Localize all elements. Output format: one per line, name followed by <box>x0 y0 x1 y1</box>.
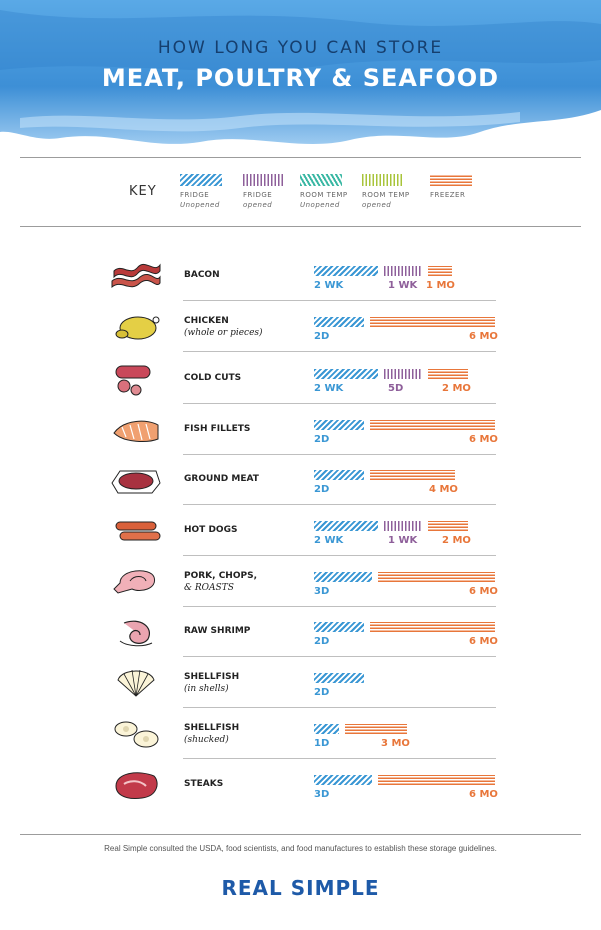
legend-label-line1: FREEZER <box>430 191 466 199</box>
legend-item-freezer <box>430 174 472 200</box>
oyster-icon <box>110 715 162 751</box>
bar-fridge-unopened <box>314 470 364 480</box>
bar-freezer <box>428 369 468 379</box>
bar-fridge-unopened <box>314 521 378 531</box>
data-label: 2D <box>314 484 330 495</box>
data-label: 2 MO <box>442 535 471 546</box>
header-subtitle: HOW LONG YOU CAN STORE <box>157 38 444 58</box>
row-label-name: GROUND MEAT <box>184 474 259 484</box>
legend-label-line2: Unopened <box>180 201 220 209</box>
row-label-name: RAW SHRIMP <box>184 626 251 636</box>
row-label-name: CHICKEN <box>184 316 229 326</box>
bar-freezer <box>370 470 455 480</box>
legend-label <box>430 190 472 200</box>
row-divider <box>183 707 496 708</box>
bar-freezer <box>345 724 407 734</box>
bar-fridge-unopened <box>314 266 378 276</box>
row-label-name: SHELLFISH <box>184 672 240 682</box>
row-divider <box>183 555 496 556</box>
data-label: 2D <box>314 331 330 342</box>
legend-swatch <box>430 174 472 186</box>
steak-icon <box>110 766 162 802</box>
data-label: 6 MO <box>469 789 498 800</box>
row-label-sub: (whole or pieces) <box>184 328 263 338</box>
legend-label-line1: FRIDGE <box>243 191 273 199</box>
data-label: 2D <box>314 687 330 698</box>
bar-freezer <box>428 521 468 531</box>
brand-logo: REAL SIMPLE <box>221 876 380 900</box>
legend-label-line1: FRIDGE <box>180 191 210 199</box>
ground-meat-icon <box>110 461 162 497</box>
cold-cuts-icon <box>110 360 162 396</box>
divider <box>20 226 581 227</box>
pork-chop-icon <box>110 563 162 599</box>
hot-dog-icon <box>110 512 162 548</box>
bar-freezer <box>378 775 495 785</box>
legend-item-fridge-opened <box>243 174 285 210</box>
row-label-sub: (shucked) <box>184 735 229 745</box>
divider <box>20 157 581 158</box>
legend-item-room-opened <box>362 174 410 210</box>
data-label: 6 MO <box>469 331 498 342</box>
row-label <box>184 570 257 594</box>
legend-swatch <box>300 174 342 186</box>
legend-swatch <box>180 174 222 186</box>
data-label: 3 MO <box>381 738 410 749</box>
row-label-name: COLD CUTS <box>184 373 242 383</box>
bar-freezer <box>370 317 495 327</box>
data-label: 3D <box>314 789 330 800</box>
legend-label-line1: ROOM TEMP <box>300 191 348 199</box>
data-label: 2 WK <box>314 280 344 291</box>
bar-freezer <box>370 420 495 430</box>
data-label: 1 MO <box>426 280 455 291</box>
row-label <box>184 722 239 746</box>
footnote: Real Simple consulted the USDA, food scientists, and food manufactures to establish these storage guidelines. <box>104 844 497 853</box>
data-label: 6 MO <box>469 636 498 647</box>
shell-icon <box>110 664 162 700</box>
row-label-name: SHELLFISH <box>184 723 240 733</box>
legend-swatch <box>243 174 285 186</box>
row-label-name: STEAKS <box>184 779 224 789</box>
data-label: 3D <box>314 586 330 597</box>
data-label: 2 WK <box>314 535 344 546</box>
data-label: 1D <box>314 738 330 749</box>
bacon-icon <box>110 257 162 293</box>
row-divider <box>183 300 496 301</box>
row-divider <box>183 351 496 352</box>
row-label-sub: (in shells) <box>184 684 229 694</box>
row-label <box>184 524 237 536</box>
bar-fridge-unopened <box>314 572 372 582</box>
row-label-sub: & ROASTS <box>184 583 234 593</box>
header-title: MEAT, POULTRY & SEAFOOD <box>101 64 500 92</box>
legend-label-line2: opened <box>362 201 392 209</box>
row-divider <box>183 454 496 455</box>
row-label-name: BACON <box>184 270 220 280</box>
row-divider <box>183 403 496 404</box>
row-label-name: FISH FILLETS <box>184 424 251 434</box>
legend-swatch <box>362 174 404 186</box>
row-label-name: PORK, CHOPS, <box>184 571 257 581</box>
data-label: 1 WK <box>388 535 418 546</box>
legend-label-line1: ROOM TEMP <box>362 191 410 199</box>
data-label: 6 MO <box>469 586 498 597</box>
row-label <box>184 269 220 281</box>
legend-item-fridge-unopened <box>180 174 222 210</box>
bar-fridge-unopened <box>314 775 372 785</box>
data-label: 2D <box>314 434 330 445</box>
legend-label <box>243 190 285 210</box>
bar-fridge-opened <box>384 521 422 531</box>
row-label-name: HOT DOGS <box>184 525 238 535</box>
row-label <box>184 625 250 637</box>
fish-fillet-icon <box>110 411 162 447</box>
bar-fridge-unopened <box>314 369 378 379</box>
row-label <box>184 778 223 790</box>
row-divider <box>183 606 496 607</box>
data-label: 2 WK <box>314 383 344 394</box>
bar-fridge-unopened <box>314 622 364 632</box>
data-label: 6 MO <box>469 434 498 445</box>
bar-freezer <box>378 572 495 582</box>
bar-fridge-opened <box>384 266 422 276</box>
key-label: KEY <box>129 184 157 199</box>
legend-label <box>362 190 410 210</box>
chicken-icon <box>110 308 162 344</box>
bar-fridge-unopened <box>314 673 364 683</box>
bar-freezer <box>370 622 495 632</box>
data-label: 4 MO <box>429 484 458 495</box>
legend-item-room-unopened <box>300 174 348 210</box>
bar-fridge-opened <box>384 369 422 379</box>
legend-label <box>180 190 222 210</box>
row-label <box>184 671 239 695</box>
legend-label <box>300 190 348 210</box>
bar-fridge-unopened <box>314 724 339 734</box>
legend-label-line2: opened <box>243 201 273 209</box>
bar-fridge-unopened <box>314 317 364 327</box>
row-label <box>184 315 263 339</box>
legend-label-line2: Unopened <box>300 201 340 209</box>
divider <box>20 834 581 835</box>
row-divider <box>183 758 496 759</box>
row-divider <box>183 656 496 657</box>
bar-fridge-unopened <box>314 420 364 430</box>
data-label: 2 MO <box>442 383 471 394</box>
row-label <box>184 473 259 485</box>
shrimp-icon <box>110 613 162 649</box>
data-label: 1 WK <box>388 280 418 291</box>
data-label: 5D <box>388 383 404 394</box>
row-label <box>184 423 250 435</box>
row-divider <box>183 504 496 505</box>
row-label <box>184 372 241 384</box>
bar-freezer <box>428 266 452 276</box>
data-label: 2D <box>314 636 330 647</box>
